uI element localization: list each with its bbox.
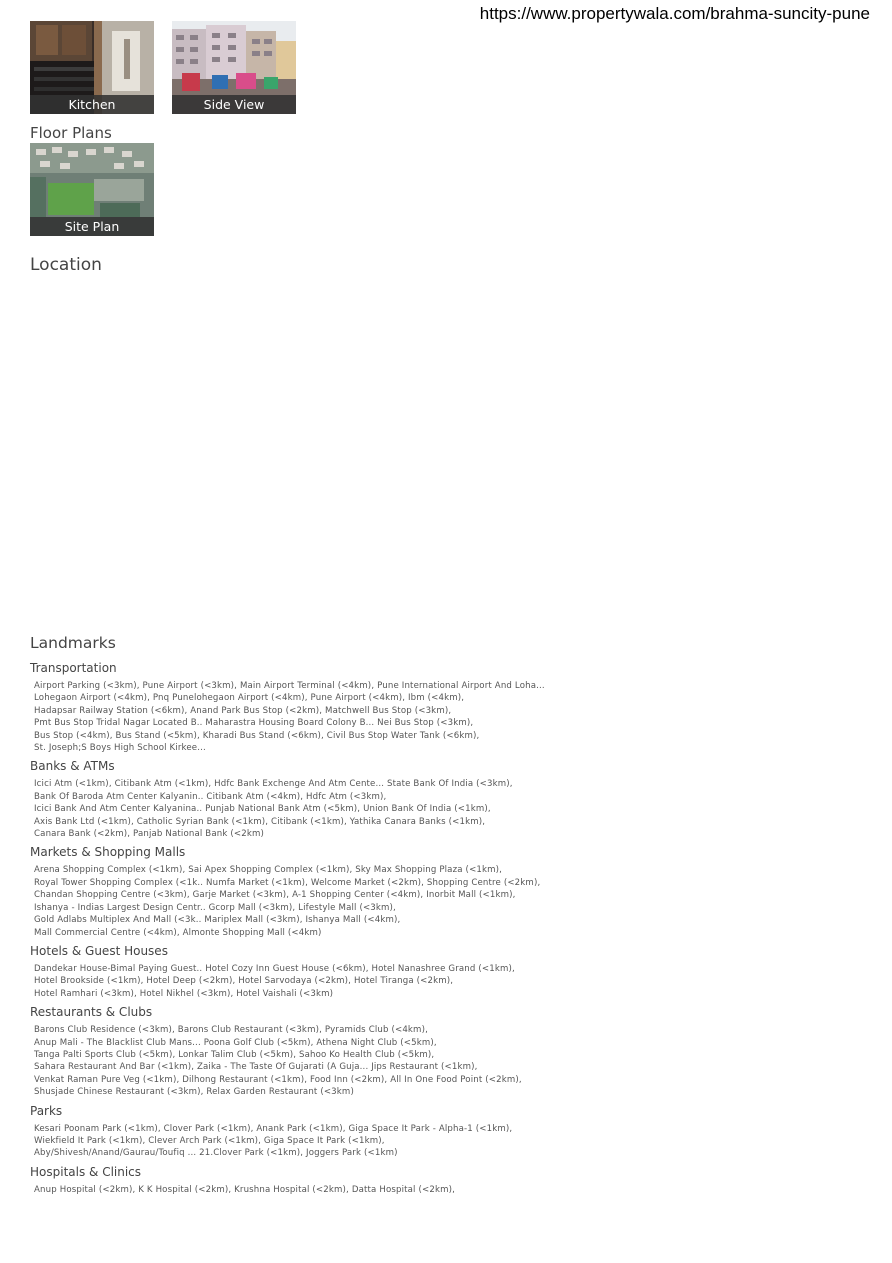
landmark-line: Icici Bank And Atm Center Kalyanina.. Punjab National Bank Atm (<5km), Union Bank Of India (<1km),	[34, 804, 491, 815]
category-title: Markets & Shopping Malls	[30, 845, 186, 860]
landmark-line: Shusjade Chinese Restaurant (<3km), Relax Garden Restaurant (<3km)	[34, 1087, 354, 1098]
category-title: Banks & ATMs	[30, 759, 115, 774]
landmark-line: Chandan Shopping Centre (<3km), Garje Market (<3km), A-1 Shopping Center (<4km), Inorbit Mall (<1km),	[34, 890, 516, 901]
site-plan-caption: Site Plan	[30, 217, 154, 236]
kitchen-caption: Kitchen	[30, 95, 154, 114]
landmark-line: Wiekfield It Park (<1km), Clever Arch Park (<1km), Giga Space It Park (<1km),	[34, 1135, 385, 1146]
landmark-category-markets	[30, 845, 870, 938]
landmark-line: Bus Stop (<4km), Bus Stand (<5km), Kharadi Bus Stand (<6km), Civil Bus Stop Water Tank (<6km),	[34, 730, 480, 741]
landmark-line: Bank Of Baroda Atm Center Kalyanin.. Citibank Atm (<4km), Hdfc Atm (<3km),	[34, 791, 387, 802]
landmark-line: Anup Hospital (<2km), K K Hospital (<2km), Krushna Hospital (<2km), Datta Hospital (<2km),	[34, 1184, 455, 1195]
landmark-line: St. Joseph;S Boys High School Kirkee...	[34, 743, 206, 754]
landmark-line: Arena Shopping Complex (<1km), Sai Apex Shopping Complex (<1km), Sky Max Shopping Plaza (<1km),	[34, 865, 503, 876]
category-title: Transportation	[30, 661, 117, 675]
landmark-line: Aby/Shivesh/Anand/Gaurau/Toufiq ... 21.Clover Park (<1km), Joggers Park (<1km)	[34, 1148, 398, 1159]
landmark-line: Hadapsar Railway Station (<6km), Anand Park Bus Stop (<2km), Matchwell Bus Stop (<3km),	[34, 705, 452, 716]
landmark-line: Hotel Ramhari (<3km), Hotel Nikhel (<3km), Hotel Vaishali (<3km)	[34, 988, 334, 999]
landmarks-list	[30, 661, 870, 1201]
category-title: Hospitals & Clinics	[30, 1164, 142, 1179]
landmark-line: Kesari Poonam Park (<1km), Clover Park (<1km), Anank Park (<1km), Giga Space It Park - Alpha-1 (<1km),	[34, 1123, 513, 1134]
landmark-line: Barons Club Residence (<3km), Barons Club Restaurant (<3km), Pyramids Club (<4km),	[34, 1025, 428, 1036]
landmark-line: Tanga Palti Sports Club (<5km), Lonkar Talim Club (<5km), Sahoo Ko Health Club (<5km),	[34, 1049, 435, 1060]
landmark-category-restaurants	[30, 1005, 870, 1098]
landmark-line: Gold Adlabs Multiplex And Mall (<3k.. Mariplex Mall (<3km), Ishanya Mall (<4km),	[34, 915, 401, 926]
landmark-category-transportation	[30, 661, 870, 754]
landmark-line: Sahara Restaurant And Bar (<1km), Zaika - The Taste Of Gujarati (A Guja... Jips Restaurant (<1km),	[34, 1062, 478, 1073]
category-title: Parks	[30, 1103, 63, 1118]
landmark-category-hospitals	[30, 1165, 870, 1196]
page-url: https://www.propertywala.com/brahma-suncity-pune	[479, 4, 870, 23]
landmark-line: Pmt Bus Stop Tridal Nagar Located B.. Maharastra Housing Board Colony B... Nei Bus Stop (<3km),	[34, 718, 474, 729]
landmark-category-parks	[30, 1104, 870, 1160]
floor-plans-heading: Floor Plans	[30, 124, 112, 142]
category-title: Restaurants & Clubs	[30, 1005, 153, 1020]
landmark-line: Mall Commercial Centre (<4km), Almonte Shopping Mall (<4km)	[34, 927, 322, 938]
landmark-line: Anup Mali - The Blacklist Club Mans... Poona Golf Club (<5km), Athena Night Club (<5km),	[34, 1037, 437, 1048]
location-heading: Location	[30, 255, 102, 275]
landmark-line: Hotel Brookside (<1km), Hotel Deep (<2km), Hotel Sarvodaya (<2km), Hotel Tiranga (<2km),	[34, 976, 454, 987]
landmark-line: Venkat Raman Pure Veg (<1km), Dilhong Restaurant (<1km), Food Inn (<2km), All In One Food Point (<2km),	[34, 1074, 522, 1085]
landmarks-heading: Landmarks	[30, 634, 116, 652]
landmark-line: Lohegaon Airport (<4km), Pnq Punelohegaon Airport (<4km), Pune Airport (<4km), Ibm (<4km),	[34, 693, 465, 704]
side-view-caption: Side View	[172, 95, 296, 114]
landmark-category-banks	[30, 759, 870, 840]
landmark-category-hotels	[30, 944, 870, 1000]
landmark-line: Axis Bank Ltd (<1km), Catholic Syrian Bank (<1km), Citibank (<1km), Yathika Canara Banks (<1km),	[34, 816, 486, 827]
landmark-line: Ishanya - Indias Largest Design Centr.. Gcorp Mall (<3km), Lifestyle Mall (<3km),	[34, 902, 396, 913]
kitchen-photo-thumbnail[interactable]	[30, 21, 154, 114]
landmark-line: Icici Atm (<1km), Citibank Atm (<1km), Hdfc Bank Exchenge And Atm Cente... State Bank Of India (<3km),	[34, 779, 513, 790]
site-plan-thumbnail[interactable]	[30, 143, 154, 236]
category-title: Hotels & Guest Houses	[30, 943, 168, 958]
landmark-line: Airport Parking (<3km), Pune Airport (<3km), Main Airport Terminal (<4km), Pune International Airport And Loha...	[34, 681, 545, 691]
landmark-line: Dandekar House-Bimal Paying Guest.. Hotel Cozy Inn Guest House (<6km), Hotel Nanashree Grand (<1km),	[34, 963, 515, 974]
side-view-photo-thumbnail[interactable]	[172, 21, 296, 114]
location-map-area[interactable]	[30, 285, 860, 625]
landmark-line: Canara Bank (<2km), Panjab National Bank (<2km)	[34, 829, 264, 840]
landmark-line: Royal Tower Shopping Complex (<1k.. Numfa Market (<1km), Welcome Market (<2km), Shopping Centre (<2km),	[34, 877, 541, 888]
